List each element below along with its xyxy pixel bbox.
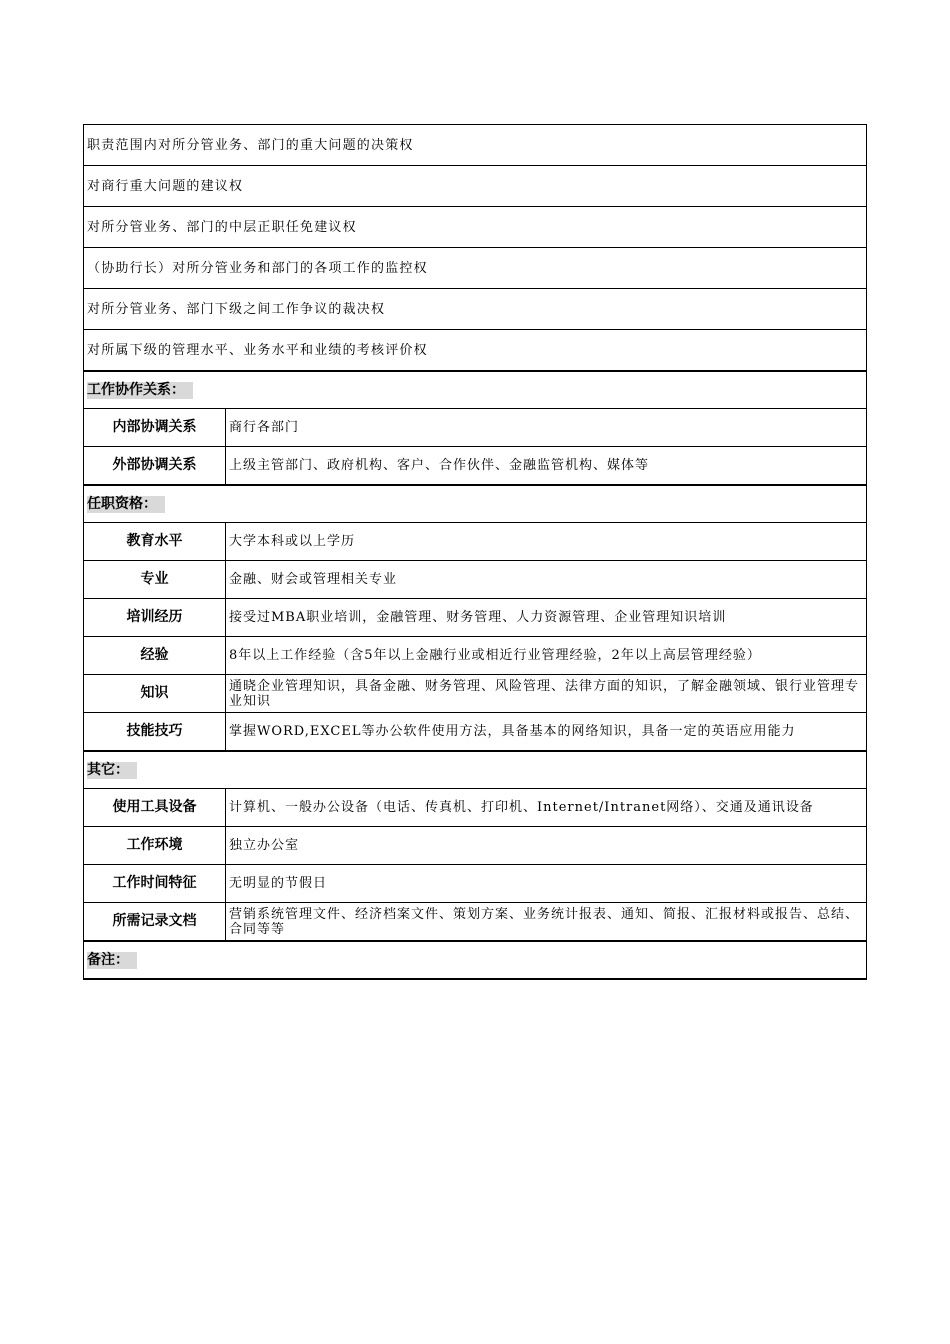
row-label: 经验 [84,637,226,675]
authority-row [84,330,867,372]
row-value: 商行各部门 [226,409,867,447]
section-title: 备注： [87,952,137,969]
row-label: 知识 [84,675,226,713]
authority-text: 对商行重大问题的建议权 [84,166,867,207]
section-header-other [84,751,867,789]
row-label: 教育水平 [84,523,226,561]
authority-text: 对所分管业务、部门下级之间工作争议的裁决权 [84,289,867,330]
collaboration-row [84,447,867,486]
row-value: 8年以上工作经验（含5年以上金融行业或相近行业管理经验，2年以上高层管理经验） [226,637,867,675]
row-value: 营销系统管理文件、经济档案文件、策划方案、业务统计报表、通知、简报、汇报材料或报告、总结、合同等等 [226,903,867,942]
other-row [84,903,867,942]
row-value: 大学本科或以上学历 [226,523,867,561]
authority-row [84,125,867,166]
row-value: 接受过MBA职业培训，金融管理、财务管理、人力资源管理、企业管理知识培训 [226,599,867,637]
row-value: 计算机、一般办公设备（电话、传真机、打印机、Internet/Intranet网络）、交通及通讯设备 [226,789,867,827]
qualification-row [84,599,867,637]
authority-text: 职责范围内对所分管业务、部门的重大问题的决策权 [84,125,867,166]
section-header-collaboration [84,371,867,409]
row-value: 独立办公室 [226,827,867,865]
row-value: 金融、财会或管理相关专业 [226,561,867,599]
row-label: 技能技巧 [84,713,226,752]
row-value: 无明显的节假日 [226,865,867,903]
section-title: 工作协作关系： [87,382,193,399]
other-row [84,789,867,827]
qualification-row [84,561,867,599]
row-value: 掌握WORD,EXCEL等办公软件使用方法，具备基本的网络知识，具备一定的英语应用能力 [226,713,867,752]
row-label: 外部协调关系 [84,447,226,486]
authority-row [84,248,867,289]
qualification-row [84,675,867,713]
job-description-table [83,124,867,980]
authority-text: （协助行长）对所分管业务和部门的各项工作的监控权 [84,248,867,289]
row-value: 上级主管部门、政府机构、客户、合作伙伴、金融监管机构、媒体等 [226,447,867,486]
authority-row [84,289,867,330]
collaboration-row [84,409,867,447]
section-title: 其它： [87,762,137,779]
row-label: 使用工具设备 [84,789,226,827]
row-label: 工作时间特征 [84,865,226,903]
section-title: 任职资格： [87,496,165,513]
authority-row [84,207,867,248]
row-label: 所需记录文档 [84,903,226,942]
authority-row [84,166,867,207]
row-label: 培训经历 [84,599,226,637]
other-row [84,827,867,865]
authority-text: 对所分管业务、部门的中层正职任免建议权 [84,207,867,248]
row-label: 专业 [84,561,226,599]
authority-text: 对所属下级的管理水平、业务水平和业绩的考核评价权 [84,330,867,372]
qualification-row [84,523,867,561]
qualification-row [84,637,867,675]
other-row [84,865,867,903]
section-header-qualifications [84,485,867,523]
section-header-remarks [84,941,867,979]
row-value: 通晓企业管理知识，具备金融、财务管理、风险管理、法律方面的知识，了解金融领域、银行业管理专业知识 [226,675,867,713]
row-label: 工作环境 [84,827,226,865]
qualification-row [84,713,867,752]
row-label: 内部协调关系 [84,409,226,447]
